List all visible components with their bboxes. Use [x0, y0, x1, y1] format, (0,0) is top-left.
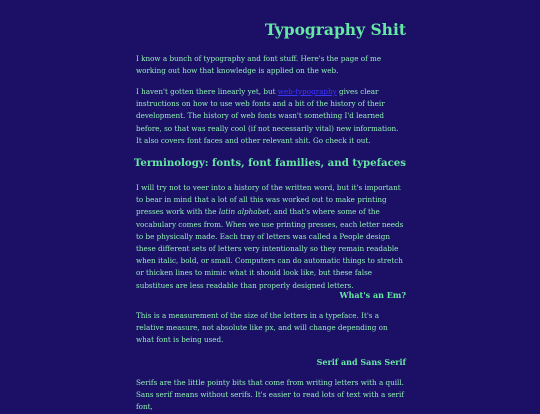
resources-text-before: I haven't gotten there linearly yet, but [136, 87, 278, 96]
terminology-paragraph [136, 182, 406, 292]
em-paragraph: This is a measurement of the size of the letters in a typeface. It's a relative measure, not absolute like px, and will change depending on what font is being used. [136, 311, 388, 345]
web-typography-link[interactable]: web-typography [277, 87, 337, 96]
latin-alphabet-emphasis: latin alphabet [218, 207, 270, 217]
resources-paragraph [136, 86, 406, 147]
terminology-heading: Terminology: fonts, font families, and typefaces [133, 157, 406, 169]
terminology-text-1: I will try not to veer into a history of the written word, but it's important to bear in mind that a lot of all this was worked out to make printing presses work with the [136, 183, 401, 217]
resources-text-after: gives clear instructions on how to use web fonts and a bit of the history of their development. The history of web fonts wasn't something I'd learned before, so that was really cool (if not necessarily vital) new information. It also covers font faces and other relevant shit. Go check it out. [136, 87, 399, 145]
terminology-text-2: , and that's where some of the vocabulary comes from. When we use printing presses, each letter needs to be physically made. Each tray of letters was called a People design these different sets of letters very intentionally so they remain readable when italic, bold, or small. Computers can do automatic things to stretch or thicken lines to mimic what it should look like, but these false substitues are less readable than properly designed letters. [136, 207, 404, 290]
em-heading: What's an Em? [339, 290, 406, 300]
serif-heading: Serif and Sans Serif [316, 357, 406, 367]
intro-paragraph: I know a bunch of typography and font stuff. Here's the page of me working out how that knowledge is applied on the web. [136, 54, 382, 76]
page-title: Typography Shit [264, 20, 406, 39]
serif-paragraph: Serifs are the little pointy bits that come from writing letters with a quill. Sans serif means without serifs. It's easier to read lots of text with a serif font, [136, 378, 404, 412]
